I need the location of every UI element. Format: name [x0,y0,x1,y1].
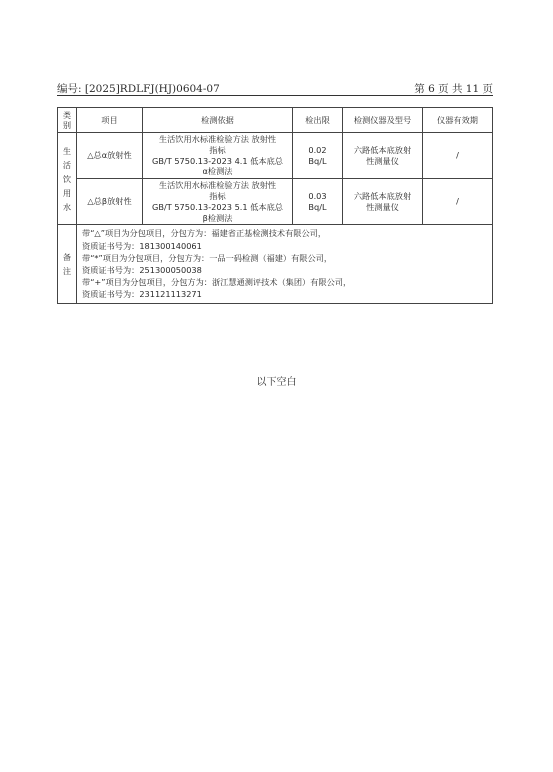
instrument-line: 性测量仪 [366,155,399,166]
item-cell: △总α放射性 [77,133,143,179]
limit-unit: Bq/L [308,155,327,166]
method-line: GB/T 5750.13-2023 4.1 低本底总 [152,155,283,166]
method-line: β检测法 [202,212,233,223]
header-instrument: 检测仪器及型号 [343,108,423,133]
instrument-line: 六路低本底放射 [353,144,412,155]
remark-line: 带“*”项目为分包项目，分包方为：一品一码检测（福建）有限公司， [82,252,333,263]
table-header-row [58,108,493,133]
remarks-label [58,225,77,303]
remark-line: 资质证书号为：181300140061 [82,240,202,251]
report-header [57,79,493,96]
category-char: 用 [62,187,72,198]
remarks-label-char: 备 [62,251,72,262]
header-category-label: 类别 [62,110,72,130]
test-items-table [57,107,493,304]
method-line: 生活饮用水标准检验方法 放射性 [158,134,277,144]
method-line: α检测法 [202,166,233,177]
header-method: 检测依据 [143,108,293,133]
remark-line: 带“+”项目为分包项目，分包方为：浙江慧通测评技术（集团）有限公司， [82,277,352,288]
instrument-line: 六路低本底放射 [353,190,412,201]
method-line: 生活饮用水标准检验方法 放射性 [158,180,277,191]
limit-value: 0.02 [308,144,327,155]
remarks-row [58,225,493,303]
remarks-text [77,225,493,303]
category-cell [58,133,77,225]
method-cell [143,133,293,179]
remark-line: 资质证书号为：231121113271 [82,289,202,300]
method-line: GB/T 5750.13-2023 5.1 低本底总 [152,201,283,212]
instrument-cell [343,133,423,179]
remark-line: 带“△”项目为分包项目，分包方为：福建省正基检测技术有限公司， [82,228,327,239]
header-limit: 检出限 [293,108,343,133]
remark-line: 资质证书号为：251300050038 [82,264,202,275]
remarks-label-char: 注 [62,265,72,276]
category-char: 饮 [62,173,72,184]
limit-unit: Bq/L [308,201,327,212]
method-line: 指标 [209,190,226,201]
header-category [58,108,77,133]
category-char: 水 [62,201,72,212]
instrument-cell [343,179,423,225]
validity-cell: / [423,133,493,179]
instrument-line: 性测量仪 [366,201,399,212]
report-number: 编号: [2025]RDLFJ(HJ)0604-07 [57,83,220,95]
page-info: 第 6 页 共 11 页 [414,83,493,95]
category-char: 活 [62,159,72,170]
header-validity: 仪器有效期 [423,108,493,133]
limit-value: 0.03 [308,190,327,201]
table-row [58,133,493,179]
limit-cell [293,133,343,179]
header-item: 项目 [77,108,143,133]
blank-below-note: 以下空白 [256,377,297,388]
item-cell: △总β放射性 [77,179,143,225]
method-line: 指标 [209,144,226,155]
category-char: 生 [62,145,72,156]
limit-cell [293,179,343,225]
validity-cell: / [423,179,493,225]
method-cell [143,179,293,225]
table-row [58,179,493,225]
